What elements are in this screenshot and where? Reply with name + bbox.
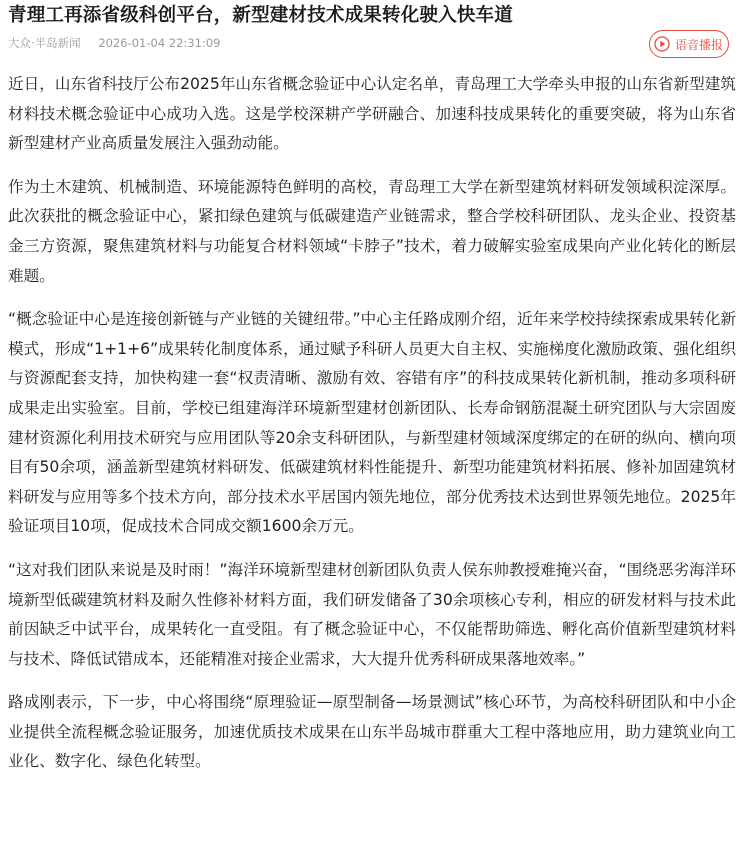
audio-play-button[interactable]: [649, 30, 729, 58]
article-meta: [8, 35, 220, 51]
audio-play-label: 语音播报: [675, 37, 724, 52]
paragraph: 路成刚表示，下一步，中心将围绕“原理验证—原型制备—场景测试”核心环节，为高校科研团队和中小企业提供全流程概念验证服务，加速优质技术成果在山东半岛城市群重大工程中落地应用，助力建筑业向工业化、数字化、绿色化转型。: [8, 693, 736, 771]
paragraph: “概念验证中心是连接创新链与产业链的关键纽带。”中心主任路成刚介绍，近年来学校持续探索成果转化新模式，形成“1+1+6”成果转化制度体系，通过赋予科研人员更大自主权、实施梯度化激励政策、强化组织与资源配套支持，加快构建一套“权责清晰、激励有效、容错有序”的科技成果转化新机制，推动多项科研成果走出实验室。目前，学校已组建海洋环境新型建材创新团队、长寿命钢筋混凝土研究团队与大宗固废建材资源化利用技术研究与应用团队等20余支科研团队，与新型建材领域深度绑定的在研的纵向、横向项目有50余项，涵盖新型建筑材料研发、低碳建筑材料性能提升、新型功能建筑材料拓展、修补加固建筑材料研发与应用等多个技术方向，部分技术水平居国内领先地位，部分优秀技术达到世界领先地位。2025年验证项目10项，促成技术合同成交额1600余万元。: [8, 310, 736, 536]
play-circle-icon: [654, 36, 670, 52]
article-title: 青理工再添省级科创平台，新型建材技术成果转化驶入快车道: [8, 5, 513, 26]
paragraph: 作为土木建筑、机械制造、环境能源特色鲜明的高校，青岛理工大学在新型建筑材料研发领域积淀深厚。此次获批的概念验证中心，紧扣绿色建筑与低碳建造产业链需求，整合学校科研团队、龙头企业、投资基金三方资源，聚焦建筑材料与功能复合材料领域“卡脖子”技术，着力破解实验室成果向产业化转化的断层难题。: [8, 177, 736, 285]
article-datetime: 2026-01-04 22:31:09: [98, 36, 221, 50]
paragraph: 近日，山东省科技厅公布2025年山东省概念验证中心认定名单，青岛理工大学牵头申报的山东省新型建筑材料技术概念验证中心成功入选。这是学校深耕产学研融合、加速科技成果转化的重要突破，将为山东省新型建材产业高质量发展注入强劲动能。: [8, 75, 736, 153]
article-source[interactable]: 大众·半岛新闻: [8, 36, 81, 50]
article-body: [8, 70, 736, 791]
paragraph: “这对我们团队来说是及时雨！”海洋环境新型建材创新团队负责人侯东帅教授难掩兴奋，“围绕恶劣海洋环境新型低碳建筑材料及耐久性修补材料方面，我们研发储备了30余项核心专利，相应的研发材料与技术此前因缺乏中试平台，成果转化一直受阻。有了概念验证中心，不仅能帮助筛选、孵化高价值新型建筑材料与技术、降低试错成本，还能精准对接企业需求，大大提升优秀科研成果落地效率。”: [8, 560, 736, 668]
